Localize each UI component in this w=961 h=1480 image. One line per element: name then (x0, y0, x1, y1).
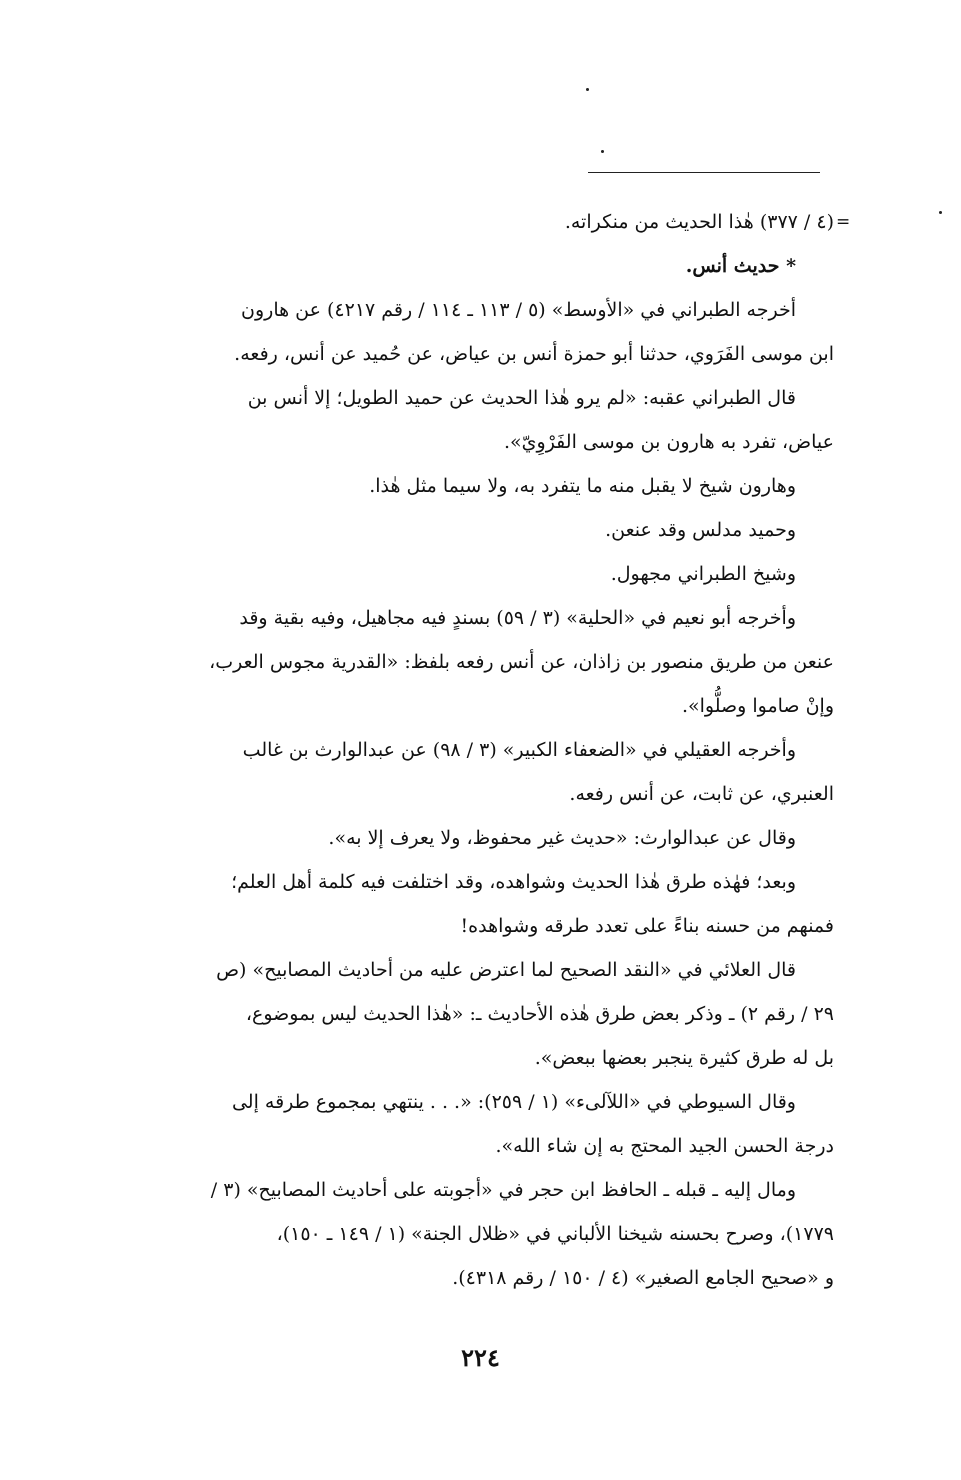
paragraph-line: عياض، تفرد به هارون بن موسى الفَرْوِيّ». (503, 431, 834, 453)
paragraph-line: ٢٩ / رقم ٢) ـ وذكر بعض طرق هٰذه الأحاديث ـ: «هٰذا الحديث ليس بموضوع، (245, 1003, 834, 1025)
paragraph-line: قال الطبراني عقبه: «لم يرو هٰذا الحديث عن حميد الطويل؛ إلا أنس بن (247, 387, 796, 409)
paragraph-line: وأخرجه العقيلي في «الضعفاء الكبير» (٣ / ٩٨) عن عبدالوارث بن غالب (242, 739, 796, 761)
paragraph-line: وبعد؛ فهٰذه طرق هٰذا الحديث وشواهده، وقد اختلفت فيه كلمة أهل العلم؛ (231, 871, 796, 893)
page-body (112, 200, 834, 1300)
ink-speck (586, 88, 589, 91)
paragraph-line: ابن موسى الفَرَوي، حدثنا أبو حمزة أنس بن عياض، عن حُميد عن أنس، رفعه. (234, 343, 834, 365)
paragraph-line: وأخرجه أبو نعيم في «الحلية» (٣ / ٥٩) بسندٍ فيه مجاهيل، وفيه بقية وقد (239, 607, 796, 629)
paragraph-line: وقال السيوطي في «اللآلىء» (١ / ٢٥٩): «. . . ينتهي بمجموع طرقه إلى (231, 1091, 796, 1113)
ink-speck (939, 211, 942, 214)
paragraph-line: وإنْ صاموا وصلُّوا». (681, 695, 834, 717)
paragraph-line: وحميد مدلس وقد عنعن. (605, 519, 796, 541)
footnote-continuation-line: (٤ / ٣٧٧) هٰذا الحديث من منكراته. (564, 211, 834, 233)
paragraph-line: أخرجه الطبراني في «الأوسط» (٥ / ١١٣ ـ ١١٤ / رقم ٤٢١٧) عن هارون (241, 299, 796, 321)
paragraph-line: العنبري، عن ثابت، عن أنس رفعه. (569, 783, 834, 805)
paragraph-line: عنعن من طريق منصور بن زاذان، عن أنس رفعه بلفظ: «القدرية مجوس العرب، (209, 651, 834, 673)
paragraph-line: قال العلائي في «النقد الصحيح لما اعترض عليه من أحاديث المصابيح» (ص (216, 959, 796, 981)
footnote-continuation-mark: = (836, 212, 851, 232)
paragraph-line: وشيخ الطبراني مجهول. (610, 563, 796, 585)
paragraph-line: ١٧٧٩)، وصرح بحسنه شيخنا الألباني في «ظلال الجنة» (١ / ١٤٩ ـ ١٥٠)، (276, 1223, 834, 1245)
paragraph-line: ومال إليه ـ قبله ـ الحافظ ابن حجر في «أجوبته على أحاديث المصابيح» (٣ / (210, 1179, 796, 1201)
paragraph-line: و «صحيح الجامع الصغير» (٤ / ١٥٠ / رقم ٤٣١٨). (452, 1267, 834, 1289)
paragraph-line: وهارون شيخ لا يقبل منه ما يتفرد به، ولا سيما مثل هٰذا. (369, 475, 796, 497)
section-heading: * حديث أنس. (685, 255, 796, 277)
paragraph-line: بل له طرق كثيرة ينجبر بعضها ببعض». (534, 1047, 834, 1069)
page-number: ٢٢٤ (461, 1343, 500, 1372)
paragraph-line: فمنهم من حسنه بناءً على تعدد طرقه وشواهده! (460, 915, 834, 937)
footnote-separator-rule (588, 172, 820, 173)
paragraph-line: درجة الحسن الجيد المحتج به إن شاء الله». (495, 1135, 834, 1157)
ink-speck (601, 150, 604, 153)
paragraph-line: وقال عن عبدالوارث: «حديث غير محفوظ، ولا يعرف إلا به». (328, 827, 796, 849)
